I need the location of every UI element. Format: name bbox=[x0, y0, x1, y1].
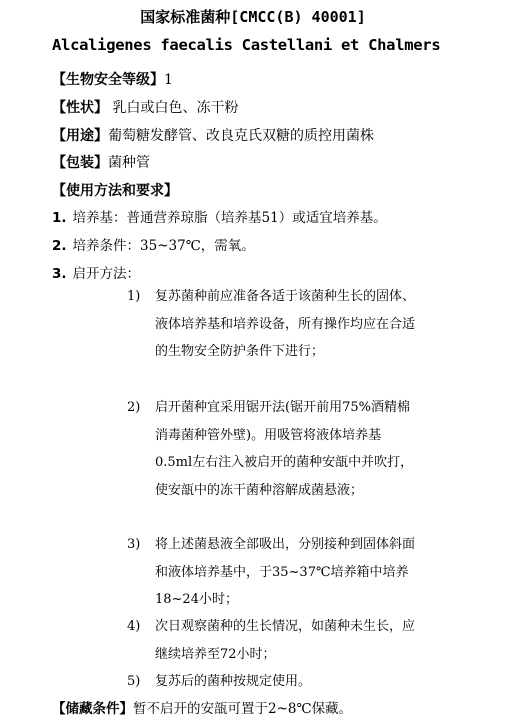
step-2-text: 培养条件：35~37℃，需氧。 bbox=[72, 238, 255, 254]
latin-species-name: Alcaligenes faecalis Castellani et Chalmers bbox=[52, 36, 441, 54]
substep-3-mark: 3) bbox=[127, 537, 141, 552]
traits bbox=[52, 97, 238, 117]
method-heading-label: 【使用方法和要求】 bbox=[52, 183, 178, 199]
use bbox=[52, 125, 374, 145]
step-1-text: 培养基：普通营养琼脂（培养基51）或适宜培养基。 bbox=[72, 210, 387, 226]
document-title: 国家标准菌种[CMCC(B) 40001] bbox=[140, 8, 366, 26]
substep-3-text: 将上述菌悬液全部吸出，分别接种到固体斜面和液体培养基中，于35~37℃培养箱中培养18~24小时； bbox=[155, 537, 416, 607]
step-2-number: 2. bbox=[52, 238, 67, 254]
use-label: 【用途】 bbox=[52, 128, 108, 144]
substep-1-mark: 1) bbox=[127, 289, 141, 304]
use-value: 葡萄糖发酵管、改良克氏双糖的质控用菌株 bbox=[108, 128, 374, 144]
biosafety-value: 1 bbox=[164, 72, 173, 88]
biosafety-level bbox=[52, 69, 173, 89]
substep-5 bbox=[127, 668, 417, 696]
storage-value: 暂不启开的安瓿可置于2~8℃保藏。 bbox=[133, 701, 353, 717]
substep-2-text: 启开菌种宜采用锯开法(锯开前用75%酒精棉消毒菌种管外壁)。用吸管将液体培养基0.5ml左右注入被启开的菌种安瓿中并吹打，使安瓿中的冻干菌种溶解成菌悬液； bbox=[155, 400, 414, 498]
storage-conditions bbox=[52, 697, 352, 717]
substep-1-text: 复苏菌种前应准备各适于该菌种生长的固体、液体培养基和培养设备，所有操作均应在合适的生物安全防护条件下进行； bbox=[155, 289, 416, 359]
traits-value: 乳白或白色、冻干粉 bbox=[112, 100, 239, 116]
substep-4 bbox=[127, 613, 417, 668]
substep-3 bbox=[127, 531, 417, 614]
substep-4-text: 次日观察菌种的生长情况，如菌种未生长，应继续培养至72小时； bbox=[155, 619, 416, 662]
step-3-number: 3. bbox=[52, 266, 67, 282]
package bbox=[52, 152, 150, 172]
package-value: 菌种管 bbox=[108, 155, 150, 171]
substep-2-mark: 2) bbox=[127, 400, 141, 415]
method-heading bbox=[52, 180, 178, 200]
traits-label: 【性状】 bbox=[52, 100, 108, 116]
step-3-text: 启开方法： bbox=[72, 266, 141, 282]
package-label: 【包装】 bbox=[52, 155, 108, 171]
substep-5-text: 复苏后的菌种按规定使用。 bbox=[155, 674, 312, 689]
step-3 bbox=[52, 262, 140, 282]
step-2 bbox=[52, 234, 255, 254]
substep-4-mark: 4) bbox=[127, 619, 141, 634]
storage-label: 【储藏条件】 bbox=[52, 701, 133, 717]
substep-2 bbox=[127, 394, 417, 504]
step-1-number: 1. bbox=[52, 210, 67, 226]
biosafety-label: 【生物安全等级】 bbox=[52, 72, 164, 88]
step-1 bbox=[52, 206, 387, 226]
substep-5-mark: 5) bbox=[127, 674, 141, 689]
substep-1 bbox=[127, 283, 417, 366]
